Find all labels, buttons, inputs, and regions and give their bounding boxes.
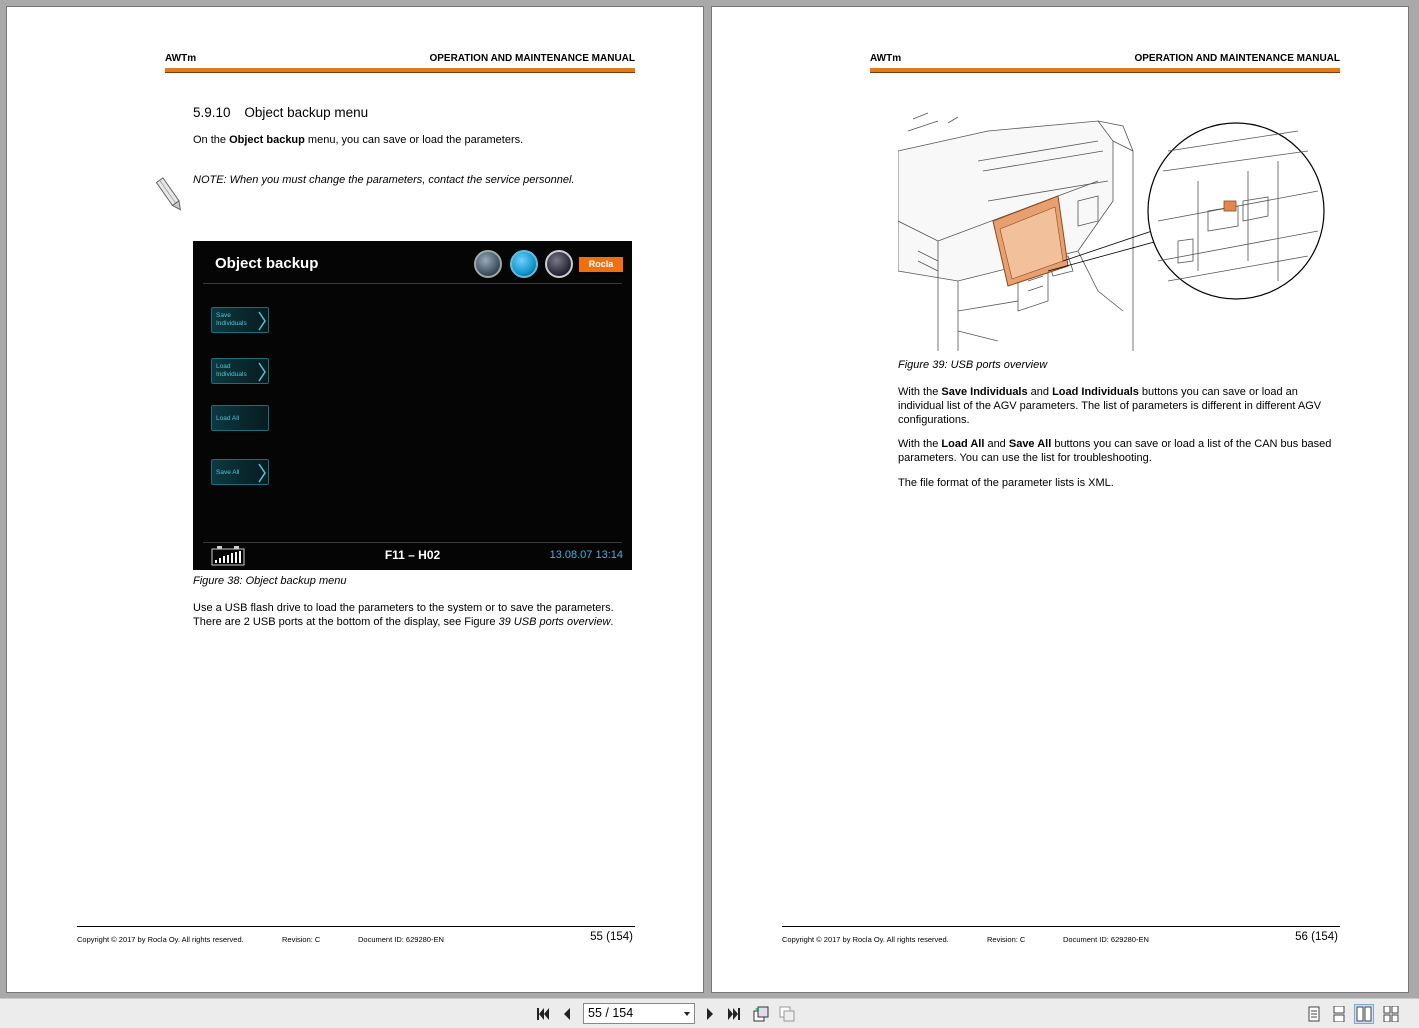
first-page-icon[interactable] (533, 1004, 553, 1024)
header-bar (870, 68, 1340, 73)
save-individuals-button[interactable] (211, 307, 269, 333)
rocla-logo: Rocla (579, 257, 623, 272)
next-page-icon[interactable] (700, 1004, 720, 1024)
header-divider (203, 283, 622, 284)
footer-copyright: Copyright © 2017 by Rocla Oy. All rights reserved. (77, 935, 244, 944)
figure-caption: Figure 38: Object backup menu (193, 575, 347, 587)
header-product: AWTm (870, 53, 902, 64)
intro-post: menu, you can save or load the parameters. (304, 134, 524, 146)
para1-c: and (1027, 386, 1053, 398)
object-backup-screen (193, 241, 632, 570)
pencil-icon (155, 175, 185, 215)
header-manual-title: OPERATION AND MAINTENANCE MANUAL (429, 53, 635, 64)
para2-c: and (984, 438, 1009, 450)
usb-ports-illustration (898, 111, 1338, 356)
para2-b: Load All (941, 438, 985, 450)
para1-a: With the (898, 386, 942, 398)
usb-line2-post: . (610, 616, 614, 628)
header-manual-title: OPERATION AND MAINTENANCE MANUAL (1134, 53, 1340, 64)
load-individuals-button[interactable] (211, 358, 269, 384)
footer-docid: Document ID: 629280-EN (358, 935, 444, 944)
prev-page-icon[interactable] (557, 1004, 577, 1024)
prev-view-icon[interactable] (751, 1004, 771, 1024)
button-label-line1: Save (216, 312, 231, 319)
page-header (870, 53, 1340, 75)
footer-revision: Revision: C (987, 935, 1026, 944)
button-label-line2: Individuals (216, 371, 247, 378)
page-number: 55 (154) (590, 931, 633, 943)
chevron-down-icon[interactable] (684, 1012, 690, 1016)
header-product: AWTm (165, 53, 197, 64)
footer-revision: Revision: C (282, 935, 321, 944)
button-label: Load All (216, 415, 240, 422)
page-number: 56 (154) (1295, 931, 1338, 943)
wrench-icon[interactable] (545, 250, 573, 278)
home-icon[interactable] (510, 250, 538, 278)
format-paragraph: The file format of the parameter lists is XML. (898, 477, 1114, 489)
usb-paragraph (193, 601, 633, 629)
save-all-button[interactable] (211, 459, 269, 485)
all-paragraph (898, 437, 1344, 465)
chevron-right-icon (258, 362, 266, 382)
continuous-facing-icon[interactable] (1381, 1004, 1401, 1024)
para1-e: buttons you can save or load an individual list of the AGV parameters. The list of parameters is different in different AGV configurations. (898, 386, 1322, 426)
status-code: F11 – H02 (384, 548, 441, 562)
section-number: 5.9.10 (193, 105, 231, 120)
para1-d: Load Individuals (1052, 386, 1139, 398)
screen-title: Object backup (215, 255, 319, 272)
navigation-toolbar (0, 998, 1419, 1028)
button-label: Save All (216, 469, 240, 476)
figure-link[interactable]: 39 USB ports overview (498, 616, 611, 628)
chevron-right-icon (258, 311, 266, 331)
footer-copyright: Copyright © 2017 by Rocla Oy. All rights reserved. (782, 935, 949, 944)
load-all-button[interactable] (211, 405, 269, 431)
para2-d: Save All (1008, 438, 1052, 450)
button-label-line1: Load (216, 363, 231, 370)
button-label-line2: Individuals (216, 320, 247, 327)
footer-docid: Document ID: 629280-EN (1063, 935, 1149, 944)
footer-rule (77, 926, 635, 927)
usb-line1: Use a USB flash drive to load the parameters to the system or to save the parameters. (193, 602, 614, 614)
right-page (711, 6, 1409, 993)
last-page-icon[interactable] (724, 1004, 744, 1024)
note-text: NOTE: When you must change the parameters, contact the service personnel. (193, 174, 575, 186)
facing-icon[interactable] (1354, 1004, 1374, 1024)
page-number-field[interactable] (583, 1003, 695, 1024)
section-heading (193, 105, 368, 120)
screen-datetime: 13.08.07 13:14 (549, 549, 623, 561)
continuous-icon[interactable] (1329, 1004, 1349, 1024)
next-view-icon[interactable] (777, 1004, 797, 1024)
chevron-right-icon (258, 463, 266, 483)
tools-icon[interactable] (474, 250, 502, 278)
page-header (165, 53, 635, 75)
individuals-paragraph (898, 385, 1340, 427)
para1-b: Save Individuals (941, 386, 1028, 398)
intro-bold: Object backup (229, 134, 305, 146)
page-field-value: 55 / 154 (588, 1006, 634, 1020)
intro-paragraph (193, 133, 523, 147)
intro-pre: On the (193, 134, 230, 146)
para2-a: With the (898, 438, 942, 450)
header-bar (165, 68, 635, 73)
footer-rule (782, 926, 1340, 927)
left-page (6, 6, 704, 993)
footer-divider (203, 542, 622, 543)
para2-e: buttons you can save or load a list of the CAN bus based parameters. You can use the list for troubleshooting. (898, 438, 1332, 464)
single-page-icon[interactable] (1304, 1004, 1324, 1024)
usb-line2-pre: There are 2 USB ports at the bottom of the display, see Figure (193, 616, 499, 628)
section-title: Object backup menu (244, 105, 369, 120)
figure-caption: Figure 39: USB ports overview (898, 359, 1048, 371)
